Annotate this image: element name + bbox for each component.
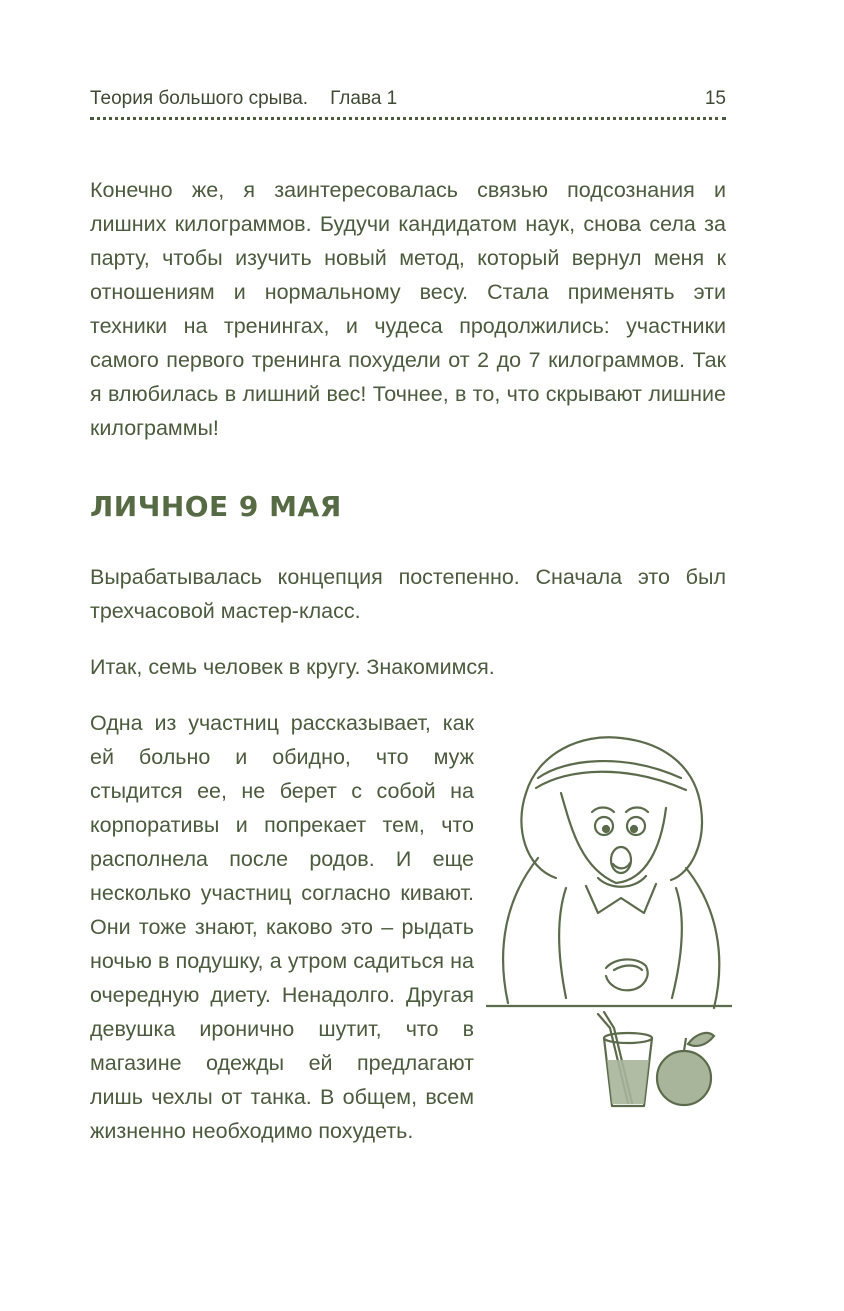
intro-paragraph: Конечно же, я заинтересовалась связью подсознания и лишних килограммов. Будучи кандидатом наук, снова села за парту, чтобы изучить новый метод, который вернул меня к отношениям и нормальному весу. Стала применять эти техники на тренингах, и чудеса продолжились: участники самого первого тренинга похудели от 2 до 7 килограммов. Так я влюбилась в лишний вес! Точнее, в то, что скрывают лишние килограммы! xyxy=(90,178,726,440)
apple-leaf xyxy=(688,1033,714,1046)
circle-paragraph: Итак, семь человек в кругу. Знакомимся. xyxy=(90,655,495,679)
story-paragraph: Одна из участниц рассказывает, как ей больно и обидно, что муж стыдится ее, не берет с собой на корпоративы и попрекает тем, что располнела после родов. И еще несколько участниц согласно кивают. Они тоже знают, каково это – рыдать ночью в подушку, а утром садиться на очередную диету. Ненадолго. Другая девушка иронично шутит, что в магазине одежды ей предлагают лишь чехлы от танка. В общем, всем жизненно необходимо похудеть. xyxy=(90,711,474,1143)
woman-with-drink-illustration xyxy=(486,708,732,1118)
page-number: 15 xyxy=(704,88,726,109)
concept-paragraph: Вырабатывалась концепция постепенно. Сначала это был трехчасовой мастер-класс. xyxy=(90,565,726,623)
running-head-title xyxy=(90,88,397,110)
juice-fill xyxy=(607,1060,649,1104)
header-divider xyxy=(90,117,726,120)
hands xyxy=(606,959,648,990)
section-heading: ЛИЧНОЕ 9 МАЯ xyxy=(90,490,342,523)
running-head xyxy=(90,88,726,114)
apple xyxy=(657,1033,714,1105)
book-title: Теория большого срыва. xyxy=(90,88,309,109)
headband xyxy=(538,761,681,778)
body-outline xyxy=(503,858,538,1003)
chapter-label: Глава 1 xyxy=(330,88,398,109)
